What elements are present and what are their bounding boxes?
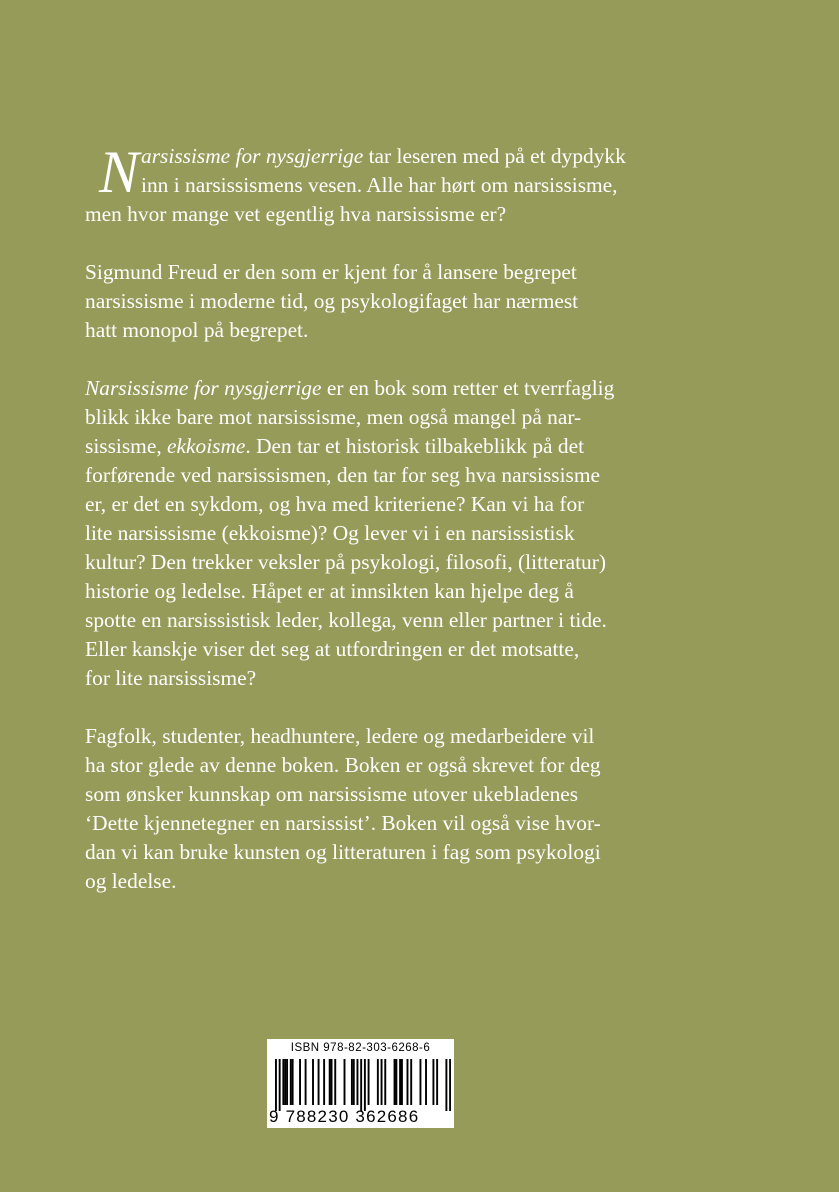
text-segment: men hvor mange vet egentlig hva narsissisme er?: [85, 202, 507, 226]
text-line: [85, 606, 645, 635]
text-segment: narsissisme i moderne tid, og psykologifaget har nærmest: [85, 289, 579, 313]
text-line: [85, 867, 645, 896]
italic-text: ekkoisme: [167, 434, 246, 458]
barcode-bar: [344, 1059, 346, 1105]
barcode-bar: [312, 1059, 314, 1105]
text-line: [85, 635, 645, 664]
text-segment: sissisme,: [85, 434, 168, 458]
barcode-bar: [407, 1059, 409, 1105]
barcode-bar: [351, 1059, 353, 1105]
text-line: [85, 461, 645, 490]
text-segment: dan vi kan bruke kunsten og litteraturen i fag som psykologi: [85, 840, 601, 864]
italic-text: arsissisme for nysgjerrige: [141, 144, 364, 168]
barcode-bar: [420, 1059, 422, 1105]
text-segment: kultur? Den trekker veksler på psykologi, filosofi, (litteratur): [85, 550, 606, 574]
barcode-bar: [279, 1059, 281, 1111]
barcode-bar: [323, 1059, 325, 1105]
text-line: [85, 490, 645, 519]
text-segment: ha stor glede av denne boken. Boken er også skrevet for deg: [85, 753, 601, 777]
barcode-bar: [292, 1059, 294, 1105]
text-segment: spotte en narsissistisk leder, kollega, venn eller partner i tide.: [85, 608, 607, 632]
text-segment: forførende ved narsissismen, den tar for seg hva narsissisme: [85, 463, 601, 487]
barcode-bar: [299, 1059, 301, 1105]
barcode-bar: [384, 1059, 386, 1105]
barcode-bar: [377, 1059, 379, 1105]
text-line: [85, 258, 645, 287]
text-line: [85, 316, 645, 345]
text-segment: historie og ledelse. Håpet er at innsikten kan hjelpe deg å: [85, 579, 574, 603]
text-segment: ‘Dette kjennetegner en narsissist’. Boken vil også vise hvor-: [85, 811, 601, 835]
text-segment: blikk ikke bare mot narsissisme, men også mangel på nar-: [85, 405, 582, 429]
text-line: [85, 287, 645, 316]
barcode-bar: [432, 1059, 434, 1105]
barcode-bar: [364, 1059, 366, 1111]
text-line: [85, 664, 645, 693]
text-segment: er en bok som retter et tverrfaglig: [321, 376, 615, 400]
barcode-bar: [394, 1059, 396, 1105]
text-line: [85, 200, 645, 229]
barcode-bar: [401, 1059, 403, 1105]
text-segment: for lite narsissisme?: [85, 666, 257, 690]
paragraph: [85, 139, 645, 229]
text-segment: inn i narsissismens vesen. Alle har hørt om narsissisme,: [141, 173, 618, 197]
text-line: [85, 577, 645, 606]
text-line: [85, 432, 645, 461]
barcode-bar: [399, 1059, 401, 1105]
text-line: [85, 809, 645, 838]
text-line: [85, 722, 645, 751]
text-segment: og ledelse.: [85, 869, 177, 893]
text-segment: som ønsker kunnskap om narsissisme utover ukebladenes: [85, 782, 579, 806]
text-line: [85, 548, 645, 577]
barcode-bar: [286, 1059, 288, 1105]
text-line: [85, 374, 645, 403]
barcode-bar: [357, 1059, 359, 1105]
text-segment: tar leseren med på et dypdykk: [363, 144, 626, 168]
barcode-bar: [410, 1059, 412, 1105]
text-line: [85, 519, 645, 548]
text-line: [85, 751, 645, 780]
barcode-bar: [329, 1059, 331, 1105]
text-segment: Sigmund Freud er den som er kjent for å lansere begrepet: [85, 260, 577, 284]
barcode-bar: [360, 1059, 362, 1111]
paragraph: [85, 374, 645, 693]
paragraph: [85, 722, 645, 896]
text-segment: hatt monopol på begrepet.: [85, 318, 309, 342]
text-segment: er, er det en sykdom, og hva med kriteriene? Kan vi ha for: [85, 492, 585, 516]
text-line: [85, 171, 645, 200]
text-line: [85, 838, 645, 867]
barcode-bar: [334, 1059, 336, 1105]
paragraph: [85, 258, 645, 345]
text-line: [85, 403, 645, 432]
barcode-bar: [282, 1059, 284, 1105]
barcode-bars: [275, 1059, 451, 1111]
isbn-label: ISBN 978-82-303-6268-6: [290, 1042, 431, 1054]
barcode-bar: [445, 1059, 447, 1111]
text-segment: Eller kanskje viser det seg at utfordringen er det motsatte,: [85, 637, 580, 661]
text-line: [85, 142, 645, 171]
barcode-bar: [425, 1059, 427, 1105]
barcode-bar: [331, 1059, 333, 1105]
text-line: [85, 780, 645, 809]
barcode-bar: [318, 1059, 320, 1105]
barcode-bar: [449, 1059, 451, 1111]
drop-cap: N: [99, 139, 140, 205]
isbn-barcode: [267, 1039, 454, 1128]
barcode-bar: [284, 1059, 286, 1105]
back-cover-text: [85, 139, 645, 925]
barcode-bar: [436, 1059, 438, 1105]
barcode-bar: [381, 1059, 383, 1105]
barcode-bar: [305, 1059, 307, 1105]
barcode-bar: [275, 1059, 277, 1111]
text-segment: Fagfolk, studenter, headhuntere, ledere og medarbeidere vil: [85, 724, 595, 748]
barcode-bar: [290, 1059, 292, 1105]
barcode-digits: 9 788230 362686: [269, 1107, 420, 1126]
barcode-bar: [368, 1059, 370, 1105]
text-segment: . Den tar et historisk tilbakeblikk på det: [245, 434, 585, 458]
italic-text: Narsissisme for nysgjerrige: [85, 376, 322, 400]
barcode-bar: [353, 1059, 355, 1105]
barcode-bar: [395, 1059, 397, 1105]
text-segment: lite narsissisme (ekkoisme)? Og lever vi i en narsissistisk: [85, 521, 575, 545]
